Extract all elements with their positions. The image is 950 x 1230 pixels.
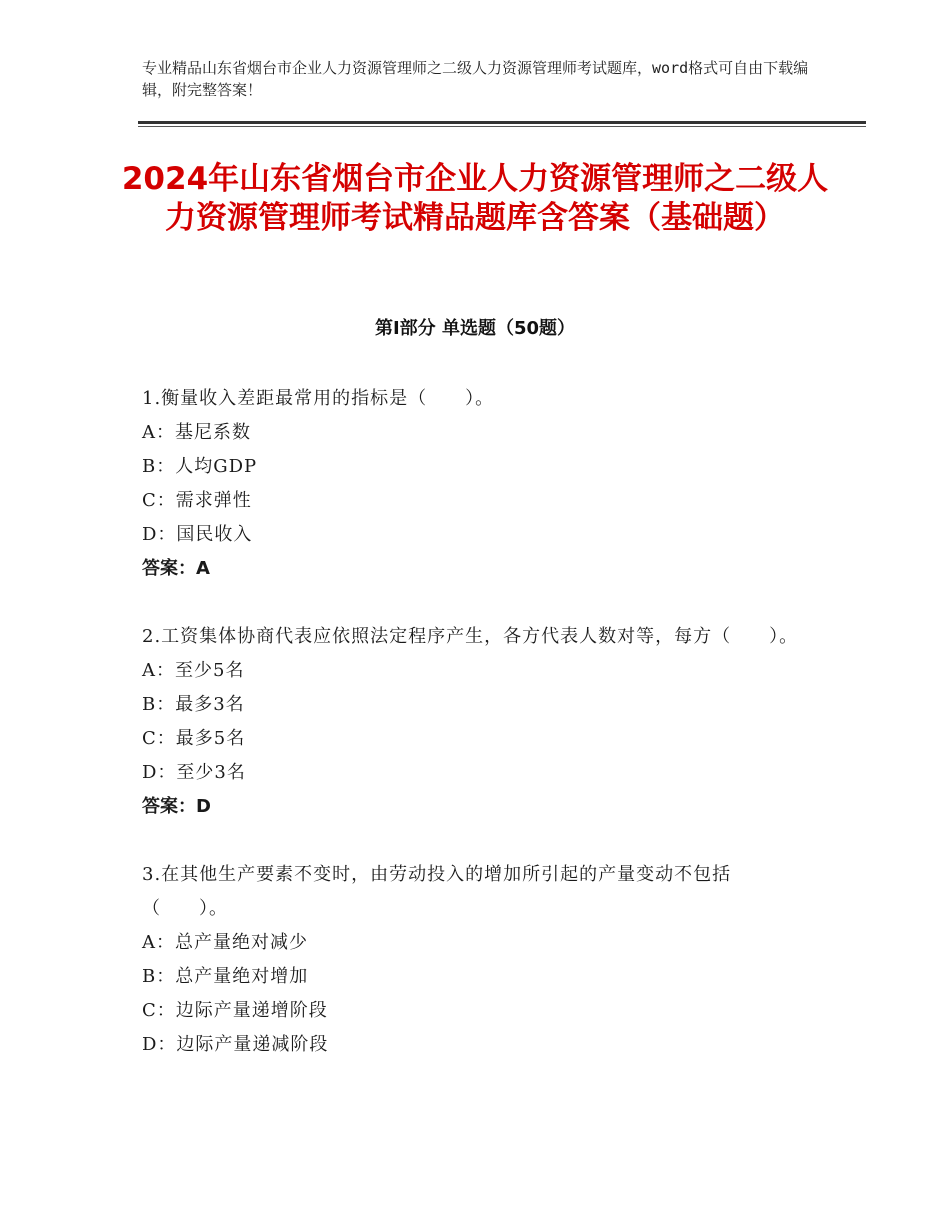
option-d: D：至少3名: [142, 762, 246, 783]
header-divider-thick: [138, 121, 866, 124]
option-a: A：至少5名: [142, 660, 245, 681]
question-list: [142, 382, 812, 1096]
option-b: B：最多3名: [142, 694, 245, 715]
question-stem: 1.衡量收入差距最常用的指标是（ ）。: [142, 388, 495, 409]
option-d: D：边际产量递减阶段: [142, 1034, 329, 1055]
option-c: C：需求弹性: [142, 490, 252, 511]
section-title: 第Ⅰ部分 单选题（50题）: [374, 318, 575, 339]
option-a: A：基尼系数: [142, 422, 251, 443]
option-a: A：总产量绝对减少: [142, 932, 308, 953]
option-c: C：最多5名: [142, 728, 246, 749]
document-title: 2024年山东省烟台市企业人力资源管理师之二级人力资源管理师考试精品题库含答案（基础题）: [121, 161, 829, 236]
option-d: D：国民收入: [142, 524, 253, 545]
question-stem: 2.工资集体协商代表应依照法定程序产生，各方代表人数对等，每方（ ）。: [142, 626, 799, 647]
header-divider-thin: [138, 126, 866, 127]
question-2: [142, 620, 812, 824]
header-note: 专业精品山东省烟台市企业人力资源管理师之二级人力资源管理师考试题库，word格式可自由下载编辑，附完整答案！: [142, 59, 809, 99]
question-3: [142, 858, 812, 1062]
option-b: B：总产量绝对增加: [142, 966, 309, 987]
option-c: C：边际产量递增阶段: [142, 1000, 328, 1021]
answer: 答案：D: [142, 796, 211, 817]
option-b: B：人均GDP: [142, 456, 258, 477]
question-stem: 3.在其他生产要素不变时，由劳动投入的增加所引起的产量变动不包括（ ）。: [142, 864, 732, 919]
answer: 答案：A: [142, 558, 210, 579]
question-1: [142, 382, 812, 586]
